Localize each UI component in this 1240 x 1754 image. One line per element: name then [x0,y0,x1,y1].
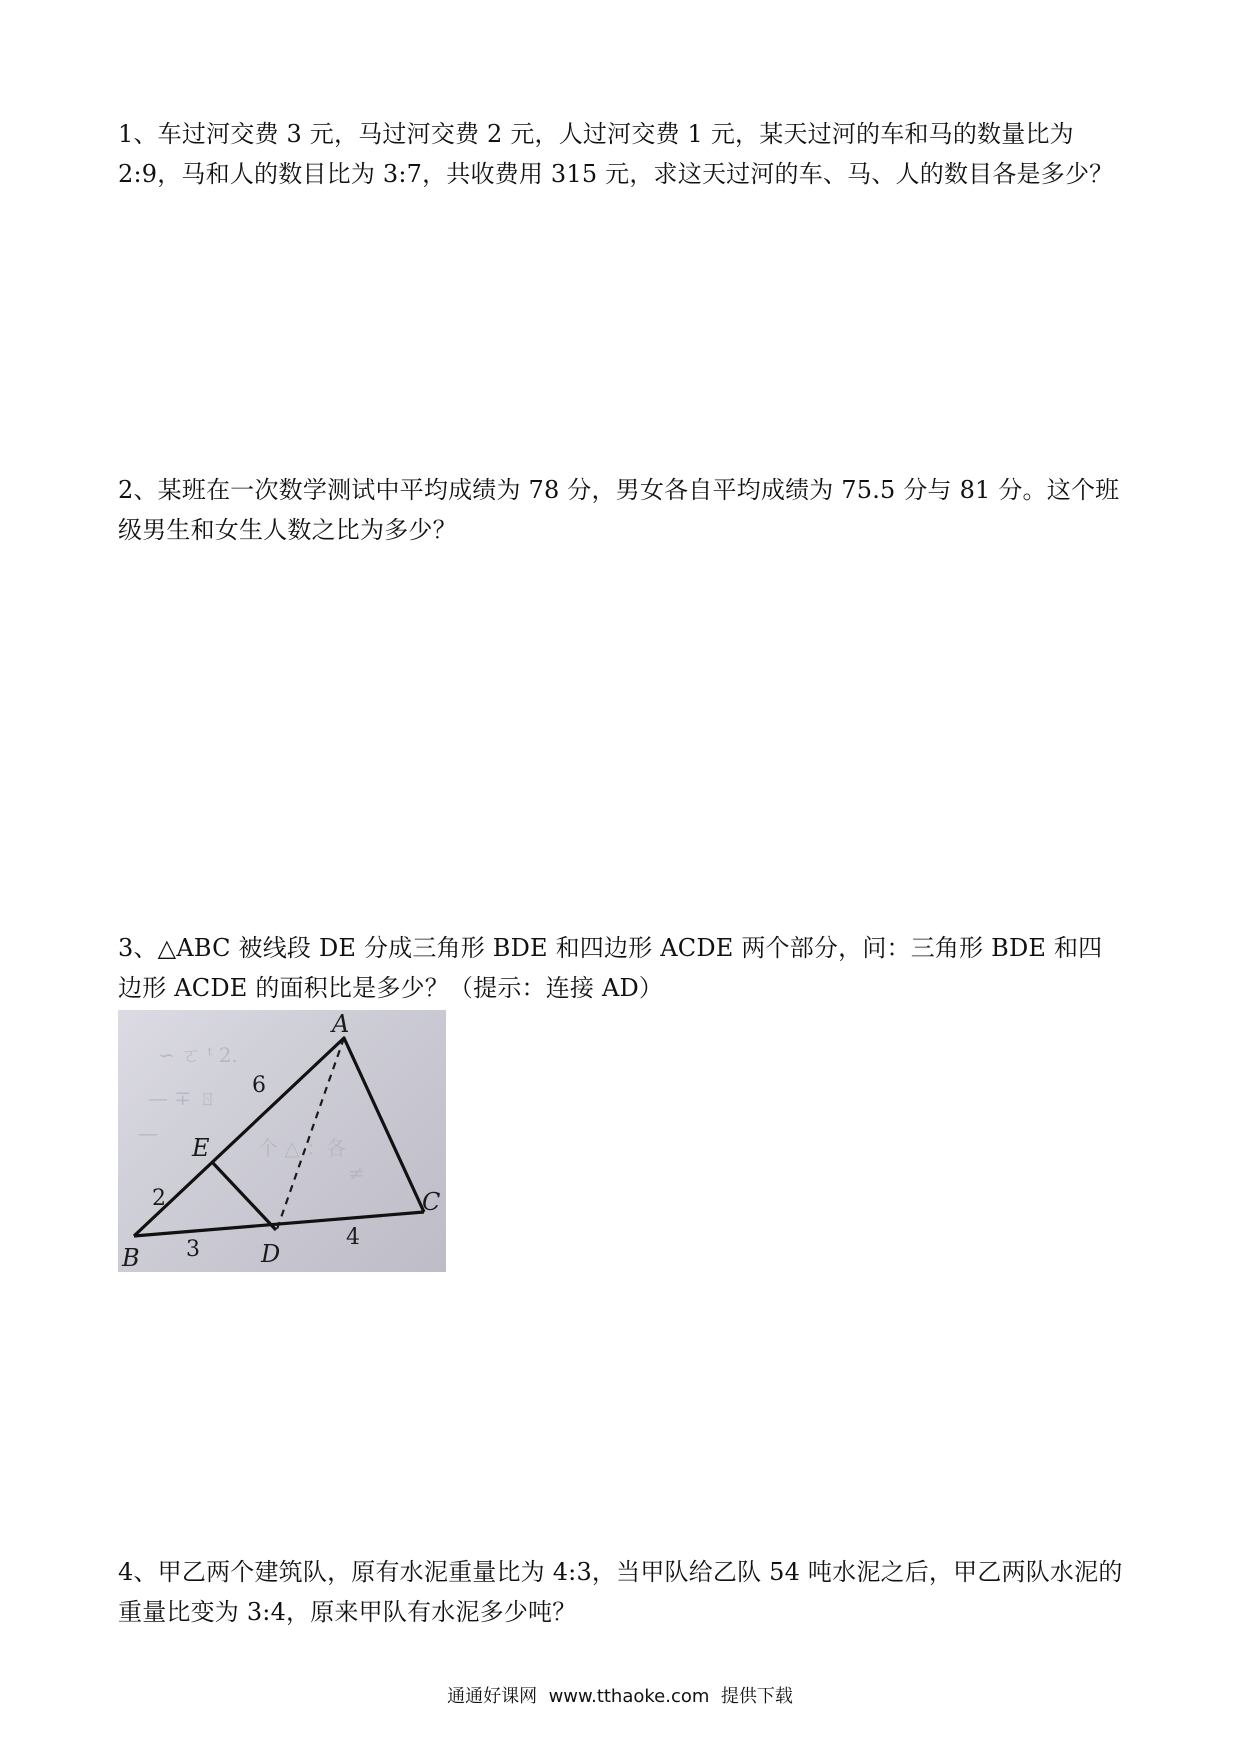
svg-text:个 △ ：各: 个 △ ：各 [258,1136,347,1160]
vertex-label-d: D [261,1240,281,1268]
vertex-label-a: A [332,1010,350,1038]
footer-suffix: 提供下载 [720,1686,793,1707]
length-eb: 2 [152,1186,166,1211]
problem-1: 1、车过河交费 3 元，马过河交费 2 元，人过河交费 1 元，某天过河的车和马的数量比为 2:9，马和人的数目比为 3:7，共收费用 315 元，求这天过河的车、马、人的数目各是多少？ [118,120,1114,188]
segment-bc [134,1212,424,1236]
length-dc: 4 [346,1225,360,1250]
svg-text:—: — [138,1121,158,1145]
page-footer [0,1682,1240,1708]
svg-text:∽ ㄛ ᵗ 2.: ∽ ㄛ ᵗ 2. [158,1043,238,1067]
segment-ad-dashed [276,1038,344,1232]
footer-url[interactable]: www.tthaoke.com [548,1686,710,1707]
footer-site-name: 通通好课网 [447,1686,538,1707]
triangle-diagram [118,1010,446,1272]
length-ae: 6 [252,1073,266,1098]
segment-ed [212,1162,276,1230]
problem-3: 3、△ABC 被线段 DE 分成三角形 BDE 和四边形 ACDE 两个部分，问：三角形 BDE 和四边形 ACDE 的面积比是多少？（提示：连接 AD） [118,934,1103,1002]
vertex-label-c: C [422,1188,441,1216]
vertex-label-b: B [122,1244,140,1272]
problem-2: 2、某班在一次数学测试中平均成绩为 78 分，男女各自平均成绩为 75.5 分与 81 分。这个班级男生和女生人数之比为多少？ [118,476,1120,544]
length-bd: 3 [186,1237,200,1262]
svg-text:— ∓ ㄖ: — ∓ ㄖ [148,1086,218,1110]
background-texture [138,1043,365,1185]
problem-4: 4、甲乙两个建筑队，原有水泥重量比为 4:3，当甲队给乙队 54 吨水泥之后，甲乙两队水泥的重量比变为 3:4，原来甲队有水泥多少吨？ [118,1558,1123,1626]
svg-text:≠: ≠ [348,1161,365,1185]
vertex-label-e: E [192,1134,210,1162]
triangle-figure [118,1010,446,1272]
